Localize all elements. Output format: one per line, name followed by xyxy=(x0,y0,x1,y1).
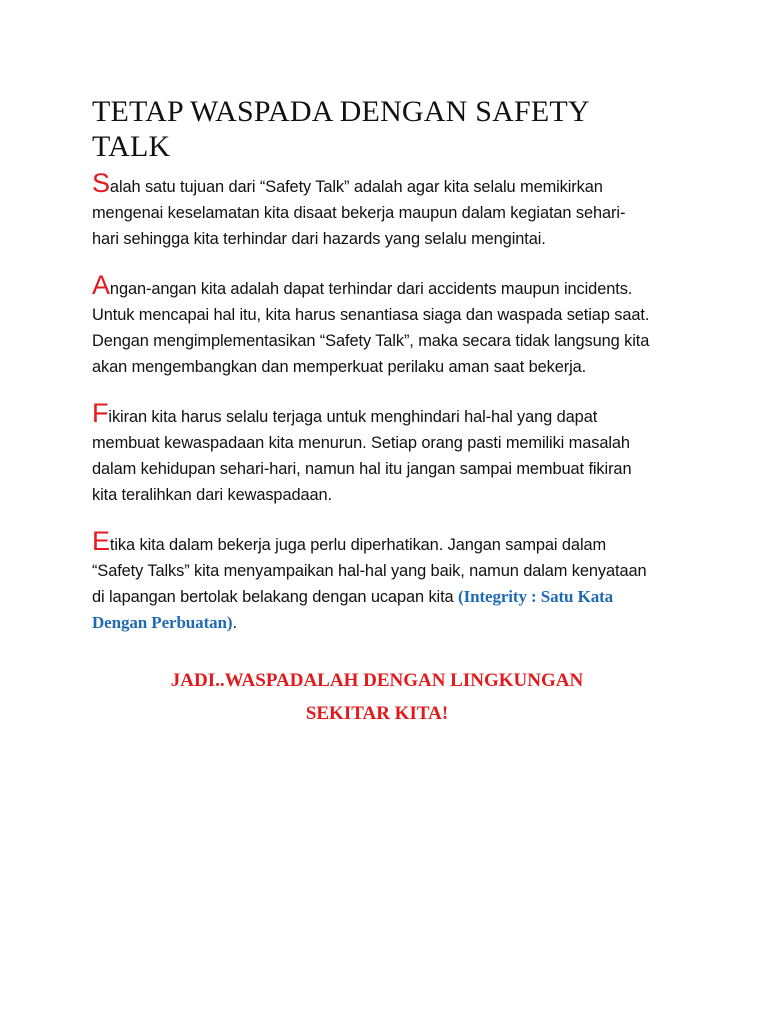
paragraph-text: tika kita dalam bekerja juga perlu diperhatikan. Jangan sampai dalam “Safety Talks” kita menyampaikan hal-hal yang baik, namun dalam kenyataan di lapangan bertolak belakang dengan ucapan kita xyxy=(92,536,647,606)
closing-line-2: SEKITAR KITA! xyxy=(305,703,449,724)
paragraph-fikiran xyxy=(92,400,652,508)
drop-cap-initial: F xyxy=(92,398,109,428)
integrity-highlight: (Integrity : Satu Kata Dengan Perbuatan) xyxy=(92,587,614,632)
paragraph-tail: . xyxy=(232,614,237,632)
closing-line-1: JADI..WASPADALAH DENGAN LINGKUNGAN xyxy=(170,670,584,691)
drop-cap-initial: E xyxy=(92,526,110,556)
paragraph-angan-angan xyxy=(92,272,652,380)
document-body xyxy=(92,94,652,730)
drop-cap-initial: S xyxy=(92,168,110,198)
paragraph-etika xyxy=(92,528,652,636)
closing-message xyxy=(92,664,652,730)
paragraph-text: ikiran kita harus selalu terjaga untuk menghindari hal-hal yang dapat membuat kewaspadaan kita menurun. Setiap orang pasti memiliki masalah dalam kehidupan sehari-hari, namun hal itu jangan sampai membuat fikiran kita teralihkan dari kewaspadaan. xyxy=(92,408,632,504)
drop-cap-initial: A xyxy=(92,270,110,300)
document-title: TETAP WASPADA DENGAN SAFETY TALK xyxy=(92,95,589,163)
paragraph-text: ngan-angan kita adalah dapat terhindar dari accidents maupun incidents. Untuk mencapai hal itu, kita harus senantiasa siaga dan waspada setiap saat. Dengan mengimplementasikan “Safety Talk”, maka secara tidak langsung kita akan mengembangkan dan memperkuat perilaku aman saat bekerja. xyxy=(92,280,650,376)
paragraph-safety-talk xyxy=(92,170,652,252)
paragraph-text: alah satu tujuan dari “Safety Talk” adalah agar kita selalu memikirkan mengenai keselamatan kita disaat bekerja maupun dalam kegiatan sehari-hari sehingga kita terhindar dari hazards yang selalu mengintai. xyxy=(92,178,626,248)
